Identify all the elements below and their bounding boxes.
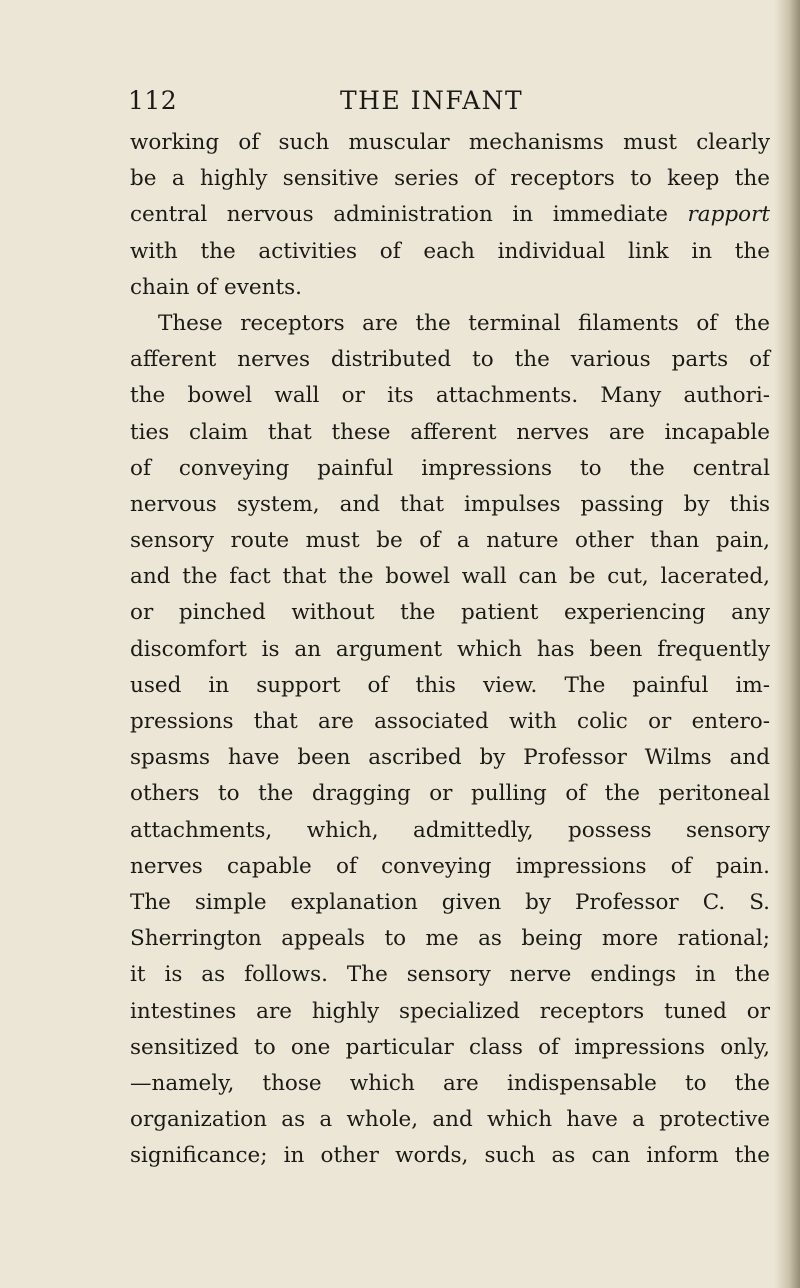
text-line: used in support of this view. The painful im- [130, 672, 770, 698]
text-line: nervous system, and that impulses passing by this [130, 491, 770, 517]
text-line: ties claim that these afferent nerves are incapable [130, 419, 770, 445]
text-line: significance; in other words, such as can inform the [130, 1143, 770, 1169]
text-line: —namely, those which are indispensable to the [130, 1070, 770, 1096]
text-line: afferent nerves distributed to the various parts of [130, 347, 770, 373]
text-line: be a highly sensitive series of receptors to keep the [130, 166, 770, 192]
text-line: organization as a whole, and which have a protective [130, 1107, 770, 1133]
running-head: THE INFANT [340, 86, 524, 115]
text-line: with the activities of each individual link in the [130, 238, 770, 264]
text-line: working of such muscular mechanisms must clearly [130, 130, 770, 155]
page-number: 112 [128, 86, 178, 115]
text-line: or pinched without the patient experiencing any [130, 600, 770, 626]
text-line: intestines are highly specialized receptors tuned or [130, 998, 770, 1024]
text-line: chain of events. [130, 274, 302, 300]
text-line-part: central nervous administration in immediate [130, 202, 688, 228]
text-line [130, 197, 770, 233]
text-line: The simple explanation given by Professor C. S. [130, 889, 770, 915]
page-header [128, 86, 688, 126]
text-line: and the fact that the bowel wall can be cut, lacerated, [130, 564, 770, 590]
text-line: attachments, which, admittedly, possess sensory [130, 817, 770, 843]
text-line: the bowel wall or its attachments. Many authori- [130, 383, 770, 409]
emphasized-word: rapport [687, 202, 770, 228]
body-text [130, 125, 770, 1174]
text-line: sensitized to one particular class of impressions only, [130, 1034, 770, 1060]
text-line: others to the dragging or pulling of the peritoneal [130, 781, 770, 807]
text-line: pressions that are associated with colic or entero- [130, 709, 770, 734]
text-line: discomfort is an argument which has been frequently [130, 636, 770, 662]
text-line: nerves capable of conveying impressions of pain. [130, 853, 770, 879]
text-line: of conveying painful impressions to the central [130, 455, 770, 481]
text-line: it is as follows. The sensory nerve endings in the [130, 962, 770, 988]
text-line: spasms have been ascribed by Professor Wilms and [130, 745, 770, 771]
text-line: sensory route must be of a nature other than pain, [130, 528, 770, 554]
text-line: These receptors are the terminal filaments of the [158, 310, 770, 336]
text-line: Sherrington appeals to me as being more rational; [130, 926, 770, 952]
page-edge-shadow [774, 0, 800, 1288]
